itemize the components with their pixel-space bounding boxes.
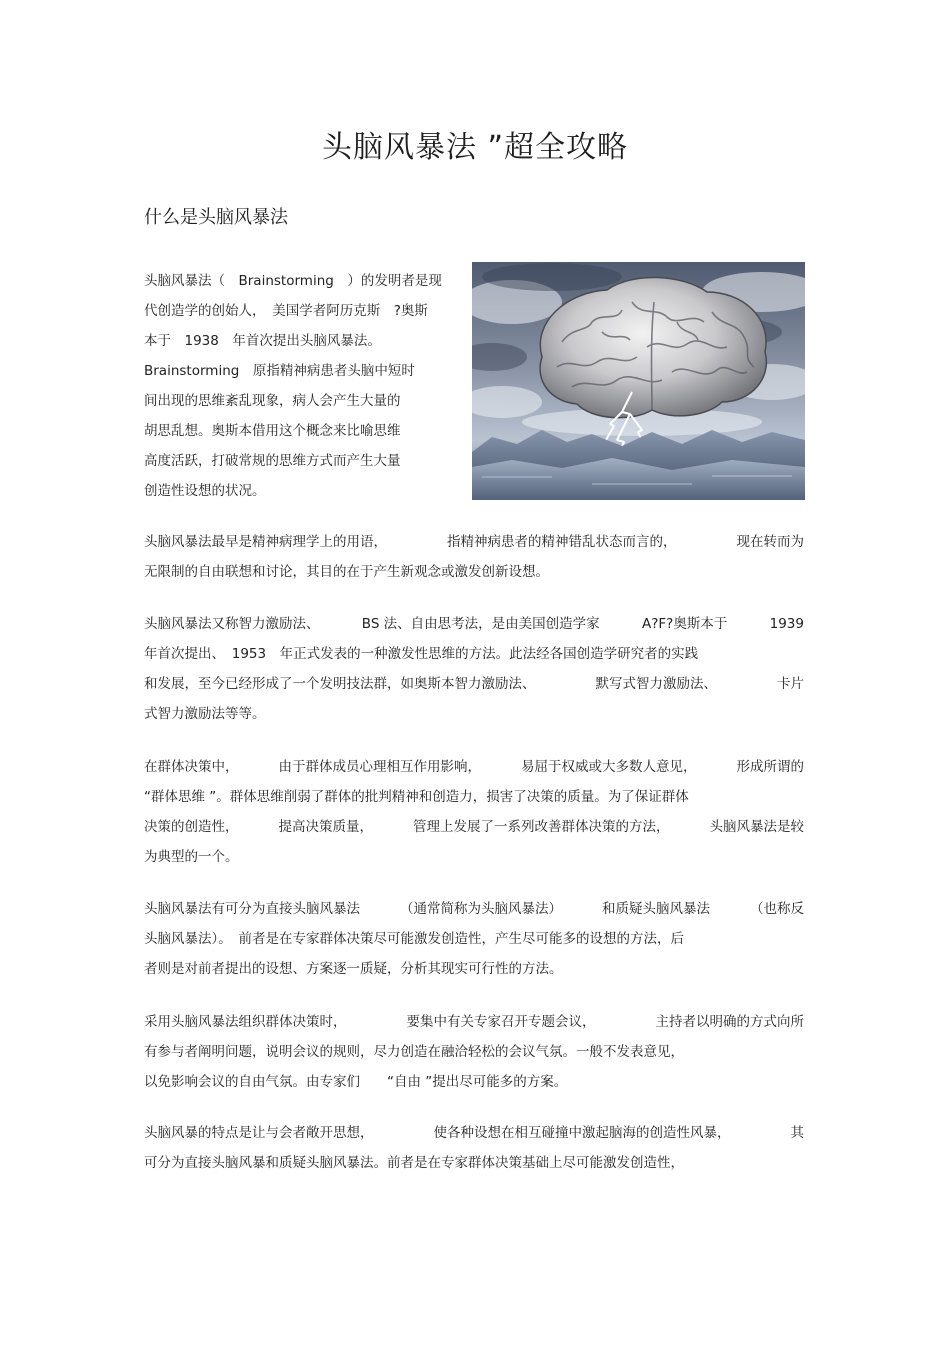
text-segment: 指精神病患者的精神错乱状态而言的， — [447, 534, 677, 550]
text-segment: 决策的创造性， — [144, 819, 239, 835]
paragraph-line — [144, 1118, 804, 1148]
paragraph-line — [144, 699, 804, 729]
intro-line: 本于 1938 年首次提出头脑风暴法。 — [144, 333, 381, 349]
text-segment: 者则是对前者提出的设想、方案逐一质疑，分析其现实可行性的方法。 — [144, 961, 563, 977]
brain-storm-illustration — [472, 262, 805, 500]
text-segment: 有参与者阐明问题，说明会议的规则，尽力创造在融洽轻松的会议气氛。一般不发表意见， — [144, 1044, 684, 1060]
text-segment: 由于群体成员心理相互作用影响， — [278, 759, 481, 775]
text-segment: 采用头脑风暴法组织群体决策时， — [144, 1014, 347, 1030]
intro-line: 高度活跃，打破常规的思维方式而产生大量 — [144, 453, 401, 469]
paragraph-line — [144, 894, 804, 924]
paragraph-line — [144, 669, 804, 699]
text-segment: 默写式智力激励法、 — [595, 676, 717, 692]
paragraph-alias — [144, 609, 804, 729]
paragraph-types — [144, 894, 804, 984]
document-title: 头脑风暴法 ”超全攻略 — [321, 130, 629, 165]
text-segment: 头脑风暴法有可分为直接头脑风暴法 — [144, 901, 360, 917]
text-segment: 头脑风暴法）。 前者是在专家群体决策尽可能激发创造性，产生尽可能多的设想的方法，后 — [144, 931, 684, 947]
text-segment: BS 法、自由思考法，是由美国创造学家 — [361, 616, 600, 632]
text-segment: 和发展，至今已经形成了一个发明技法群，如奥斯本智力激励法、 — [144, 676, 536, 692]
intro-line: 创造性设想的状况。 — [144, 483, 266, 499]
intro-line: 间出现的思维紊乱现象，病人会产生大量的 — [144, 393, 401, 409]
paragraph-origin — [144, 527, 804, 587]
text-segment: 在群体决策中， — [144, 759, 239, 775]
text-segment: 头脑风暴法最早是精神病理学上的用语， — [144, 534, 387, 550]
text-segment: 可分为直接头脑风暴和质疑头脑风暴法。前者是在专家群体决策基础上尽可能激发创造性， — [144, 1155, 684, 1171]
intro-line: 头脑风暴法（ Brainstorming ）的发明者是现 — [144, 273, 442, 289]
text-segment: 头脑风暴法是较 — [709, 819, 804, 835]
text-segment: 主持者以明确的方式向所 — [655, 1014, 804, 1030]
text-segment: 和质疑头脑风暴法 — [602, 901, 710, 917]
paragraph-features — [144, 1118, 804, 1178]
text-segment: 年首次提出、 1953 年正式发表的一种激发性思维的方法。此法经各国创造学研究者的实践 — [144, 646, 699, 662]
text-segment: 头脑风暴法又称智力激励法、 — [144, 616, 320, 632]
section-heading: 什么是头脑风暴法 — [144, 207, 288, 228]
paragraph-line — [144, 639, 804, 669]
paragraph-line — [144, 924, 804, 954]
text-segment: 其 — [790, 1125, 804, 1141]
paragraph-line — [144, 557, 804, 587]
text-segment: “群体思维 ”。群体思维削弱了群体的批判精神和创造力，损害了决策的质量。为了保证群体 — [144, 789, 689, 805]
paragraph-line — [144, 954, 804, 984]
paragraph-group-thinking — [144, 752, 804, 872]
paragraph-line — [144, 609, 804, 639]
paragraph-line — [144, 812, 804, 842]
paragraph-line — [144, 527, 804, 557]
paragraph-line — [144, 1007, 804, 1037]
text-segment: A?F?奥斯本于 — [641, 616, 728, 632]
paragraph-organization — [144, 1007, 804, 1097]
text-segment: 现在转而为 — [736, 534, 804, 550]
text-segment: （也称反 — [750, 901, 804, 917]
text-segment: 头脑风暴的特点是让与会者敞开思想， — [144, 1125, 374, 1141]
text-segment: 1939 — [769, 616, 804, 632]
text-segment: 无限制的自由联想和讨论，其目的在于产生新观念或激发创新设想。 — [144, 564, 549, 580]
text-segment: 以免影响会议的自由气氛。由专家们 “自由 ”提出尽可能多的方案。 — [144, 1074, 568, 1090]
text-segment: 卡片 — [777, 676, 804, 692]
text-segment: 为典型的一个。 — [144, 849, 239, 865]
text-segment: 提高决策质量， — [278, 819, 373, 835]
text-segment: （通常简称为头脑风暴法） — [400, 901, 562, 917]
intro-text-block — [144, 266, 464, 506]
paragraph-line — [144, 1037, 804, 1067]
intro-line: 代创造学的创始人， 美国学者阿历克斯 ?奥斯 — [144, 303, 428, 319]
paragraph-line — [144, 782, 804, 812]
text-segment: 式智力激励法等等。 — [144, 706, 266, 722]
paragraph-line — [144, 1067, 804, 1097]
text-segment: 易屈于权威或大多数人意见， — [521, 759, 697, 775]
text-segment: 形成所谓的 — [736, 759, 804, 775]
paragraph-line — [144, 752, 804, 782]
paragraph-line — [144, 1148, 804, 1178]
text-segment: 要集中有关专家召开专题会议， — [406, 1014, 596, 1030]
text-segment: 管理上发展了一系列改善群体决策的方法， — [413, 819, 670, 835]
paragraph-line — [144, 842, 804, 872]
intro-line: 胡思乱想。奥斯本借用这个概念来比喻思维 — [144, 423, 401, 439]
intro-line: Brainstorming 原指精神病患者头脑中短时 — [144, 363, 415, 379]
text-segment: 使各种设想在相互碰撞中激起脑海的创造性风暴， — [433, 1125, 731, 1141]
